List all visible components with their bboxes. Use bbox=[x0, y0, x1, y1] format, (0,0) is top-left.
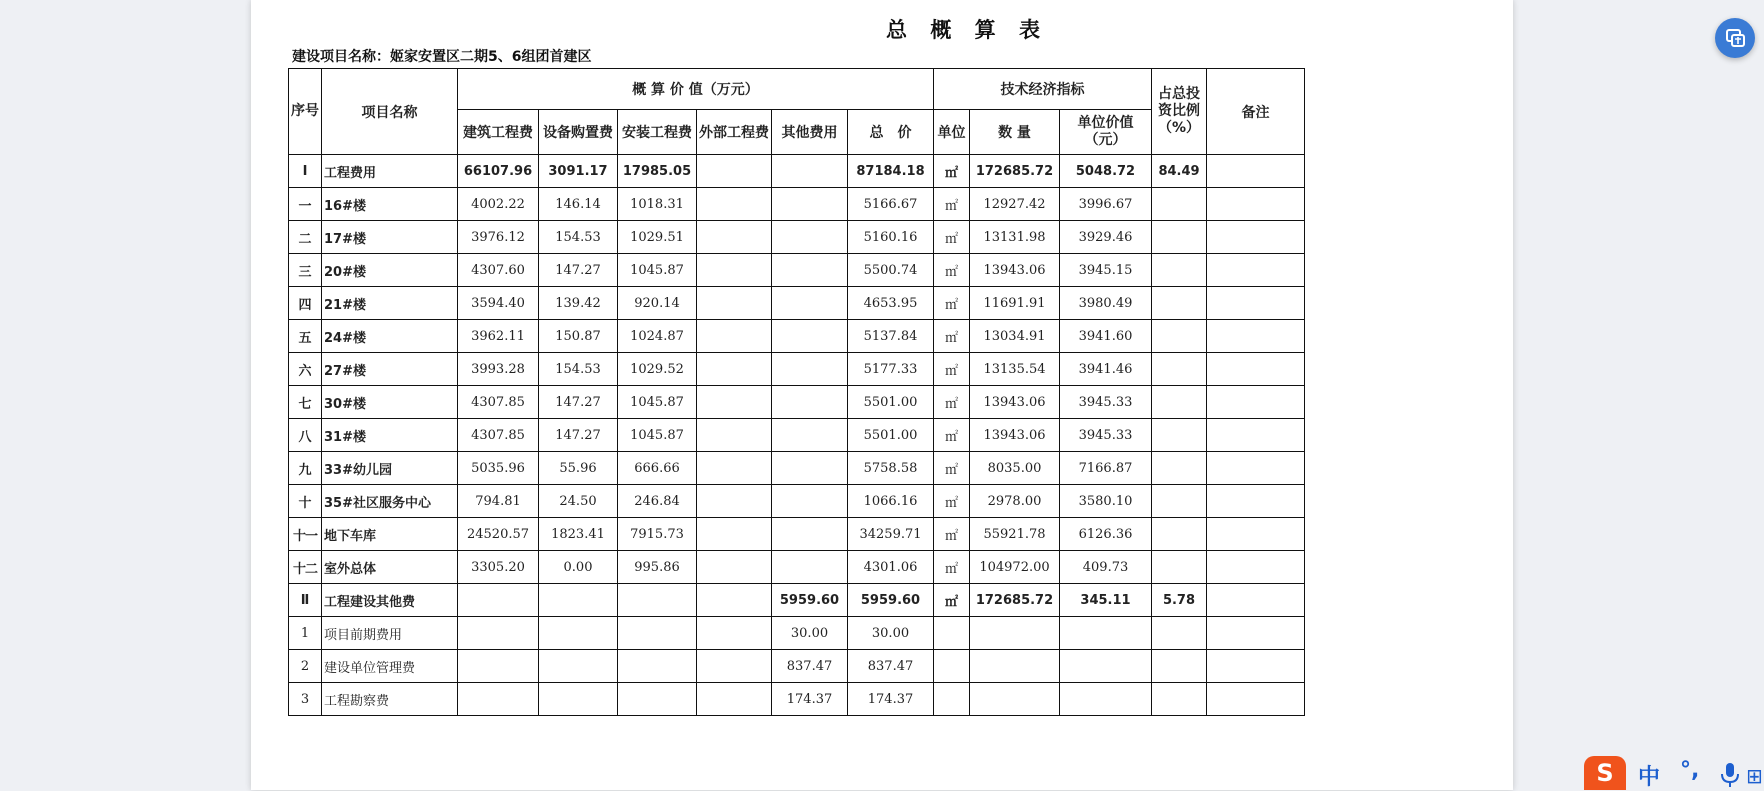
cell-unit-price: 3945.33 bbox=[1060, 419, 1152, 452]
cell-install: 1045.87 bbox=[618, 419, 697, 452]
cell-unit: ㎡ bbox=[934, 551, 970, 584]
cell-total: 5959.60 bbox=[848, 584, 934, 617]
cell-total: 4301.06 bbox=[848, 551, 934, 584]
table-row bbox=[289, 254, 1305, 287]
cell-unit: ㎡ bbox=[934, 452, 970, 485]
cell-total: 5160.16 bbox=[848, 221, 934, 254]
cell-install: 995.86 bbox=[618, 551, 697, 584]
cell-seq: 二 bbox=[289, 221, 322, 254]
cell-seq: 三 bbox=[289, 254, 322, 287]
cell-install: 920.14 bbox=[618, 287, 697, 320]
cell-qty: 8035.00 bbox=[970, 452, 1060, 485]
header-building: 建筑工程费 bbox=[458, 110, 539, 155]
cell-equipment bbox=[539, 683, 618, 716]
header-qty: 数 量 bbox=[970, 110, 1060, 155]
cell-external bbox=[697, 419, 772, 452]
cell-name: 30#楼 bbox=[322, 386, 458, 419]
cell-building bbox=[458, 617, 539, 650]
cell-equipment: 3091.17 bbox=[539, 155, 618, 188]
cell-ratio bbox=[1152, 419, 1207, 452]
cell-unit-price bbox=[1060, 617, 1152, 650]
cell-external bbox=[697, 650, 772, 683]
header-seq: 序号 bbox=[289, 69, 322, 155]
document-page bbox=[251, 0, 1513, 790]
cell-note bbox=[1207, 320, 1305, 353]
cell-other: 30.00 bbox=[772, 617, 848, 650]
cell-ratio bbox=[1152, 221, 1207, 254]
cell-unit-price: 409.73 bbox=[1060, 551, 1152, 584]
translate-icon bbox=[1715, 18, 1755, 58]
cell-building: 4307.85 bbox=[458, 419, 539, 452]
cell-name: 31#楼 bbox=[322, 419, 458, 452]
table-row bbox=[289, 386, 1305, 419]
cell-ratio bbox=[1152, 551, 1207, 584]
cell-other bbox=[772, 386, 848, 419]
cell-ratio bbox=[1152, 485, 1207, 518]
table-row bbox=[289, 188, 1305, 221]
cell-seq: 七 bbox=[289, 386, 322, 419]
cell-external bbox=[697, 584, 772, 617]
cell-other bbox=[772, 452, 848, 485]
cell-qty: 13135.54 bbox=[970, 353, 1060, 386]
cell-total: 5166.67 bbox=[848, 188, 934, 221]
cell-unit-price: 6126.36 bbox=[1060, 518, 1152, 551]
cell-unit: ㎡ bbox=[934, 221, 970, 254]
cell-unit-price: 3945.33 bbox=[1060, 386, 1152, 419]
cell-unit: ㎡ bbox=[934, 518, 970, 551]
cell-install: 1018.31 bbox=[618, 188, 697, 221]
cell-install: 1045.87 bbox=[618, 254, 697, 287]
table-row bbox=[289, 287, 1305, 320]
cell-other: 837.47 bbox=[772, 650, 848, 683]
cell-note bbox=[1207, 188, 1305, 221]
cell-note bbox=[1207, 254, 1305, 287]
cell-equipment bbox=[539, 650, 618, 683]
project-name-label: 建设项目名称：姬家安置区二期5、6组团首建区 bbox=[292, 49, 592, 65]
cell-equipment: 154.53 bbox=[539, 353, 618, 386]
cell-qty: 2978.00 bbox=[970, 485, 1060, 518]
cell-name: 20#楼 bbox=[322, 254, 458, 287]
cell-equipment: 150.87 bbox=[539, 320, 618, 353]
cell-total: 1066.16 bbox=[848, 485, 934, 518]
cell-total: 4653.95 bbox=[848, 287, 934, 320]
cell-external bbox=[697, 551, 772, 584]
cell-external bbox=[697, 287, 772, 320]
cell-total: 837.47 bbox=[848, 650, 934, 683]
cell-equipment: 139.42 bbox=[539, 287, 618, 320]
cell-name: 地下车库 bbox=[322, 518, 458, 551]
cell-unit: ㎡ bbox=[934, 485, 970, 518]
cell-qty: 13131.98 bbox=[970, 221, 1060, 254]
table-row bbox=[289, 353, 1305, 386]
cell-qty: 104972.00 bbox=[970, 551, 1060, 584]
cell-qty bbox=[970, 683, 1060, 716]
cell-qty bbox=[970, 650, 1060, 683]
cell-install bbox=[618, 617, 697, 650]
table-row bbox=[289, 551, 1305, 584]
cell-name: 17#楼 bbox=[322, 221, 458, 254]
cell-unit bbox=[934, 683, 970, 716]
cell-total: 5758.58 bbox=[848, 452, 934, 485]
cell-ratio bbox=[1152, 617, 1207, 650]
cell-qty: 55921.78 bbox=[970, 518, 1060, 551]
cell-building: 3993.28 bbox=[458, 353, 539, 386]
cell-external bbox=[697, 452, 772, 485]
cell-other bbox=[772, 353, 848, 386]
cell-install bbox=[618, 650, 697, 683]
cell-unit: ㎡ bbox=[934, 320, 970, 353]
cell-other: 174.37 bbox=[772, 683, 848, 716]
cell-other bbox=[772, 188, 848, 221]
cell-total: 5177.33 bbox=[848, 353, 934, 386]
cell-unit bbox=[934, 650, 970, 683]
cell-unit-price: 3980.49 bbox=[1060, 287, 1152, 320]
cell-qty: 13943.06 bbox=[970, 386, 1060, 419]
cell-equipment: 146.14 bbox=[539, 188, 618, 221]
cell-external bbox=[697, 221, 772, 254]
cell-unit-price: 3929.46 bbox=[1060, 221, 1152, 254]
cell-note bbox=[1207, 155, 1305, 188]
header-equipment: 设备购置费 bbox=[539, 110, 618, 155]
cell-external bbox=[697, 386, 772, 419]
microphone-icon[interactable] bbox=[1718, 762, 1742, 788]
header-install: 安装工程费 bbox=[618, 110, 697, 155]
cell-seq: 八 bbox=[289, 419, 322, 452]
cell-qty: 172685.72 bbox=[970, 584, 1060, 617]
cell-name: 工程勘察费 bbox=[322, 683, 458, 716]
cell-seq: 十二 bbox=[289, 551, 322, 584]
cell-equipment: 55.96 bbox=[539, 452, 618, 485]
cell-unit-price: 3945.15 bbox=[1060, 254, 1152, 287]
cell-ratio bbox=[1152, 320, 1207, 353]
cell-qty: 13943.06 bbox=[970, 254, 1060, 287]
cell-total: 5137.84 bbox=[848, 320, 934, 353]
cell-external bbox=[697, 518, 772, 551]
cell-name: 24#楼 bbox=[322, 320, 458, 353]
cell-ratio bbox=[1152, 518, 1207, 551]
ime-toolbar[interactable] bbox=[1582, 756, 1764, 790]
cell-equipment: 1823.41 bbox=[539, 518, 618, 551]
cell-external bbox=[697, 353, 772, 386]
cell-total: 34259.71 bbox=[848, 518, 934, 551]
cell-name: 室外总体 bbox=[322, 551, 458, 584]
cell-other bbox=[772, 551, 848, 584]
cell-other bbox=[772, 518, 848, 551]
cell-unit-price: 7166.87 bbox=[1060, 452, 1152, 485]
cell-note bbox=[1207, 485, 1305, 518]
header-other: 其他费用 bbox=[772, 110, 848, 155]
cell-seq: 六 bbox=[289, 353, 322, 386]
cell-install: 1029.52 bbox=[618, 353, 697, 386]
cell-note bbox=[1207, 452, 1305, 485]
cell-seq: 3 bbox=[289, 683, 322, 716]
cell-name: 33#幼儿园 bbox=[322, 452, 458, 485]
cell-ratio bbox=[1152, 353, 1207, 386]
cell-seq: 十一 bbox=[289, 518, 322, 551]
header-unit: 单位 bbox=[934, 110, 970, 155]
header-total: 总 价 bbox=[848, 110, 934, 155]
cell-qty: 11691.91 bbox=[970, 287, 1060, 320]
cell-seq: Ⅰ bbox=[289, 155, 322, 188]
cell-building bbox=[458, 683, 539, 716]
cell-install: 17985.05 bbox=[618, 155, 697, 188]
cell-unit: ㎡ bbox=[934, 287, 970, 320]
ime-logo[interactable]: S bbox=[1584, 756, 1626, 790]
cell-other: 5959.60 bbox=[772, 584, 848, 617]
header-tech-group: 技术经济指标 bbox=[934, 69, 1152, 110]
cell-note bbox=[1207, 386, 1305, 419]
header-ratio: 占总投资比例（%） bbox=[1152, 69, 1207, 155]
ime-punctuation-toggle[interactable]: °, bbox=[1680, 758, 1700, 783]
header-name: 项目名称 bbox=[322, 69, 458, 155]
cell-name: 35#社区服务中心 bbox=[322, 485, 458, 518]
cell-note bbox=[1207, 353, 1305, 386]
cell-unit-price: 3580.10 bbox=[1060, 485, 1152, 518]
cell-unit bbox=[934, 617, 970, 650]
cell-total: 5501.00 bbox=[848, 419, 934, 452]
cell-note bbox=[1207, 221, 1305, 254]
cell-total: 174.37 bbox=[848, 683, 934, 716]
cell-unit: ㎡ bbox=[934, 386, 970, 419]
cell-other bbox=[772, 155, 848, 188]
cell-unit-price bbox=[1060, 650, 1152, 683]
table-row bbox=[289, 320, 1305, 353]
cell-qty: 172685.72 bbox=[970, 155, 1060, 188]
cell-equipment: 154.53 bbox=[539, 221, 618, 254]
cell-external bbox=[697, 683, 772, 716]
cell-note bbox=[1207, 617, 1305, 650]
cell-ratio bbox=[1152, 683, 1207, 716]
cell-building: 3305.20 bbox=[458, 551, 539, 584]
cell-note bbox=[1207, 419, 1305, 452]
cell-install: 666.66 bbox=[618, 452, 697, 485]
cell-building: 3962.11 bbox=[458, 320, 539, 353]
cell-building: 5035.96 bbox=[458, 452, 539, 485]
cell-equipment: 0.00 bbox=[539, 551, 618, 584]
cell-seq: 五 bbox=[289, 320, 322, 353]
table-row bbox=[289, 650, 1305, 683]
table-row bbox=[289, 452, 1305, 485]
cell-seq: 十 bbox=[289, 485, 322, 518]
cell-external bbox=[697, 617, 772, 650]
cell-name: 21#楼 bbox=[322, 287, 458, 320]
header-note: 备注 bbox=[1207, 69, 1305, 155]
cell-install bbox=[618, 683, 697, 716]
cell-external bbox=[697, 320, 772, 353]
cell-other bbox=[772, 254, 848, 287]
budget-table bbox=[288, 68, 1305, 716]
cell-install: 1045.87 bbox=[618, 386, 697, 419]
cell-external bbox=[697, 155, 772, 188]
cell-other bbox=[772, 419, 848, 452]
cell-unit: ㎡ bbox=[934, 155, 970, 188]
cell-unit: ㎡ bbox=[934, 254, 970, 287]
cell-ratio: 5.78 bbox=[1152, 584, 1207, 617]
cell-note bbox=[1207, 518, 1305, 551]
cell-ratio: 84.49 bbox=[1152, 155, 1207, 188]
table-row bbox=[289, 155, 1305, 188]
cell-equipment bbox=[539, 584, 618, 617]
cell-qty: 12927.42 bbox=[970, 188, 1060, 221]
cell-equipment: 147.27 bbox=[539, 386, 618, 419]
table-row bbox=[289, 419, 1305, 452]
cell-seq: 一 bbox=[289, 188, 322, 221]
cell-total: 5500.74 bbox=[848, 254, 934, 287]
table-row bbox=[289, 617, 1305, 650]
cell-equipment: 24.50 bbox=[539, 485, 618, 518]
cell-unit-price: 5048.72 bbox=[1060, 155, 1152, 188]
cell-seq: 九 bbox=[289, 452, 322, 485]
cell-name: 建设单位管理费 bbox=[322, 650, 458, 683]
cell-unit: ㎡ bbox=[934, 419, 970, 452]
ime-language-toggle[interactable]: 中 bbox=[1638, 765, 1661, 790]
cell-equipment: 147.27 bbox=[539, 254, 618, 287]
cell-other bbox=[772, 221, 848, 254]
cell-other bbox=[772, 485, 848, 518]
cell-install: 246.84 bbox=[618, 485, 697, 518]
cell-external bbox=[697, 254, 772, 287]
cell-unit-price: 3996.67 bbox=[1060, 188, 1152, 221]
cell-note bbox=[1207, 683, 1305, 716]
cell-note bbox=[1207, 584, 1305, 617]
cell-qty: 13034.91 bbox=[970, 320, 1060, 353]
table-row bbox=[289, 518, 1305, 551]
page-title: 总 概 算 表 bbox=[886, 17, 1048, 42]
cell-name: 工程建设其他费 bbox=[322, 584, 458, 617]
cell-install: 1029.51 bbox=[618, 221, 697, 254]
table-row bbox=[289, 221, 1305, 254]
cell-total: 30.00 bbox=[848, 617, 934, 650]
cell-building: 3594.40 bbox=[458, 287, 539, 320]
cell-ratio bbox=[1152, 386, 1207, 419]
cell-external bbox=[697, 188, 772, 221]
cell-note bbox=[1207, 551, 1305, 584]
cell-seq: 1 bbox=[289, 617, 322, 650]
cell-ratio bbox=[1152, 188, 1207, 221]
header-external: 外部工程费 bbox=[697, 110, 772, 155]
cell-ratio bbox=[1152, 452, 1207, 485]
cell-name: 16#楼 bbox=[322, 188, 458, 221]
cell-ratio bbox=[1152, 650, 1207, 683]
cell-total: 87184.18 bbox=[848, 155, 934, 188]
header-budget-group: 概 算 价 值（万元） bbox=[458, 69, 934, 110]
cell-building: 3976.12 bbox=[458, 221, 539, 254]
cell-unit-price: 3941.46 bbox=[1060, 353, 1152, 386]
cell-note bbox=[1207, 650, 1305, 683]
cell-unit-price bbox=[1060, 683, 1152, 716]
cell-building bbox=[458, 584, 539, 617]
cell-name: 工程费用 bbox=[322, 155, 458, 188]
cell-unit-price: 345.11 bbox=[1060, 584, 1152, 617]
translate-float-button[interactable] bbox=[1715, 18, 1755, 58]
keyboard-icon[interactable]: ⊞ bbox=[1746, 764, 1763, 788]
cell-building: 66107.96 bbox=[458, 155, 539, 188]
cell-install bbox=[618, 584, 697, 617]
cell-ratio bbox=[1152, 254, 1207, 287]
cell-ratio bbox=[1152, 287, 1207, 320]
cell-unit: ㎡ bbox=[934, 353, 970, 386]
cell-qty: 13943.06 bbox=[970, 419, 1060, 452]
cell-seq: 2 bbox=[289, 650, 322, 683]
cell-external bbox=[697, 485, 772, 518]
table-row bbox=[289, 683, 1305, 716]
cell-qty bbox=[970, 617, 1060, 650]
cell-seq: Ⅱ bbox=[289, 584, 322, 617]
cell-unit: ㎡ bbox=[934, 188, 970, 221]
cell-building bbox=[458, 650, 539, 683]
cell-install: 1024.87 bbox=[618, 320, 697, 353]
cell-equipment: 147.27 bbox=[539, 419, 618, 452]
header-row-1 bbox=[289, 69, 1305, 110]
cell-building: 794.81 bbox=[458, 485, 539, 518]
cell-other bbox=[772, 320, 848, 353]
table-row bbox=[289, 584, 1305, 617]
table-row bbox=[289, 485, 1305, 518]
header-unit-price: 单位价值（元） bbox=[1060, 110, 1152, 155]
cell-building: 4307.85 bbox=[458, 386, 539, 419]
cell-unit: ㎡ bbox=[934, 584, 970, 617]
cell-building: 4002.22 bbox=[458, 188, 539, 221]
cell-building: 24520.57 bbox=[458, 518, 539, 551]
cell-name: 项目前期费用 bbox=[322, 617, 458, 650]
cell-seq: 四 bbox=[289, 287, 322, 320]
cell-name: 27#楼 bbox=[322, 353, 458, 386]
cell-total: 5501.00 bbox=[848, 386, 934, 419]
cell-unit-price: 3941.60 bbox=[1060, 320, 1152, 353]
cell-other bbox=[772, 287, 848, 320]
cell-building: 4307.60 bbox=[458, 254, 539, 287]
cell-note bbox=[1207, 287, 1305, 320]
cell-install: 7915.73 bbox=[618, 518, 697, 551]
cell-equipment bbox=[539, 617, 618, 650]
